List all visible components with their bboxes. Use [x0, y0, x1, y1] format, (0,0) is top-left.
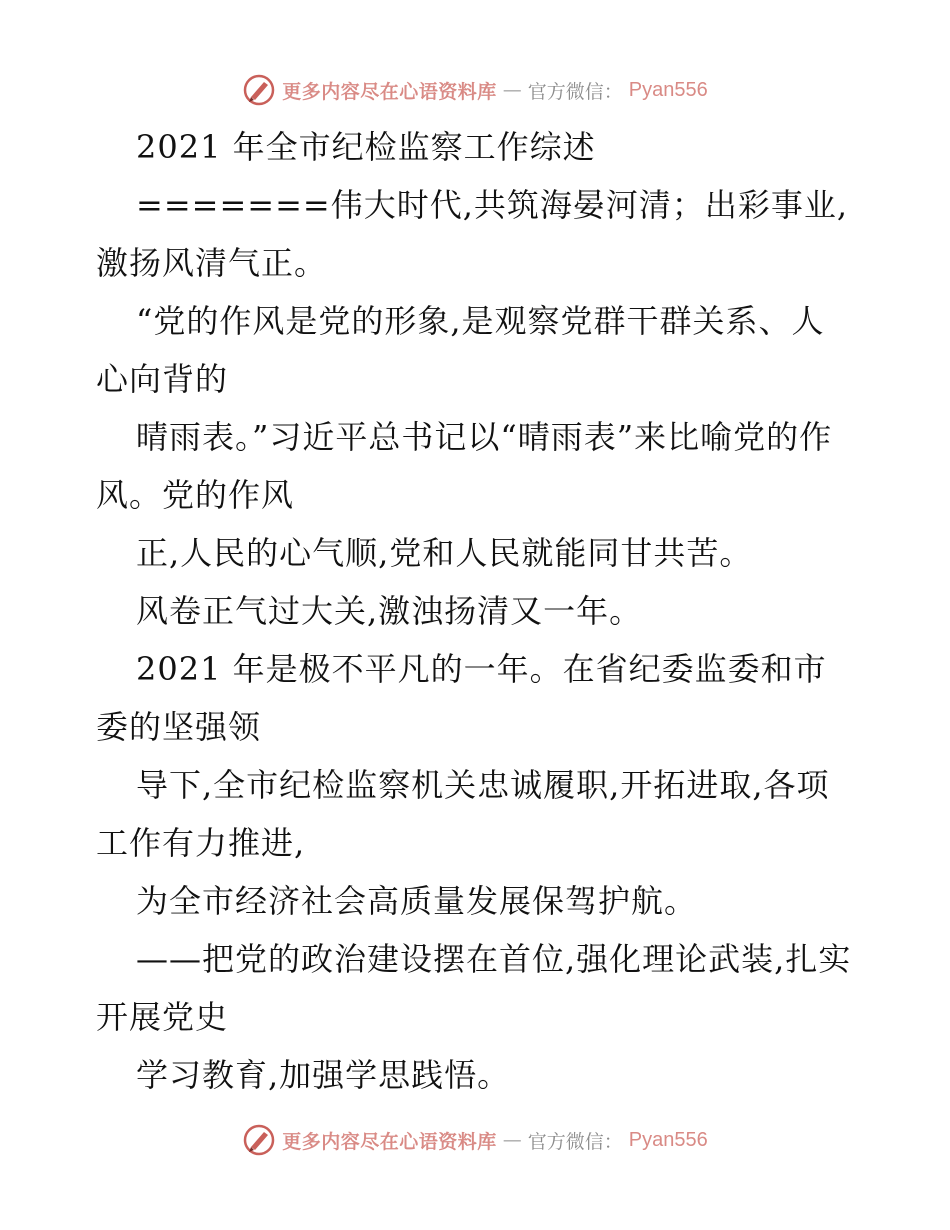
watermark-wechat-id: Pyan556 — [628, 78, 708, 101]
watermark-wechat-label: 官方微信： — [527, 1130, 623, 1153]
header-watermark — [0, 70, 950, 110]
document-title: 2021 年全市纪检监察工作综述 — [136, 128, 596, 166]
pen-logo-icon — [242, 1123, 276, 1157]
paragraph: 风卷正气过大关,激浊扬清又一年。 — [136, 592, 643, 630]
watermark-dash: — — [502, 1129, 522, 1151]
paragraph: 导下,全市纪检监察机关忠诚履职,开拓进取,各项工作有力推进, — [96, 766, 830, 862]
paragraph: 晴雨表。”习近平总书记以“晴雨表”来比喻党的作风。党的作风 — [96, 418, 833, 514]
paragraph: 正,人民的心气顺,党和人民就能同甘共苦。 — [136, 534, 753, 572]
paragraph: 学习教育,加强学思践悟。 — [136, 1056, 511, 1094]
document-body — [96, 118, 856, 1104]
watermark-text: 更多内容尽在心语资料库 — [282, 1130, 497, 1153]
watermark-dash: — — [502, 79, 522, 101]
pen-logo-icon — [242, 73, 276, 107]
paragraph: “党的作风是党的形象,是观察党群干群关系、人心向背的 — [96, 302, 825, 398]
watermark-wechat-id: Pyan556 — [628, 1128, 708, 1151]
paragraph: 2021 年是极不平凡的一年。在省纪委监委和市委的坚强领 — [96, 650, 827, 746]
paragraph: ——把党的政治建设摆在首位,强化理论武装,扎实开展党史 — [96, 940, 852, 1036]
paragraph: 为全市经济社会高质量发展保驾护航。 — [136, 882, 698, 920]
footer-watermark — [0, 1120, 950, 1160]
watermark-text: 更多内容尽在心语资料库 — [282, 80, 497, 103]
paragraph: =======伟大时代,共筑海晏河清；出彩事业,激扬风清气正。 — [96, 186, 849, 282]
watermark-wechat-label: 官方微信： — [527, 80, 623, 103]
